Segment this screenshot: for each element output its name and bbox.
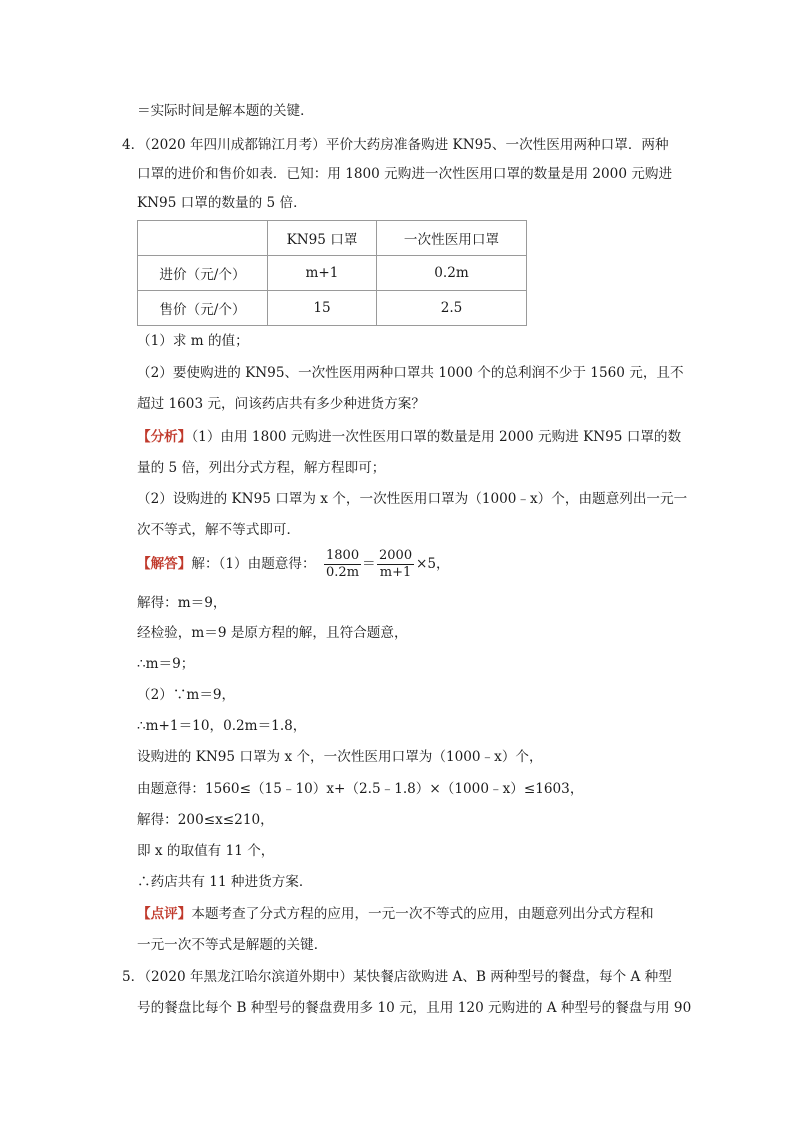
table-cell: 售价（元/个） <box>138 291 268 326</box>
text-line: ＝实际时间是解本题的关键． <box>137 103 314 119</box>
text-line: （1）求 m 的值； <box>137 333 249 349</box>
table-cell: 进价（元/个） <box>138 256 268 291</box>
text-line: 经检验，m＝9 是原方程的解，且符合题意， <box>137 625 408 641</box>
fraction-numerator: 2000 <box>379 548 413 563</box>
analysis-tag: 【分析】 <box>137 429 192 445</box>
table-row <box>138 256 527 291</box>
table-header-row <box>138 221 527 256</box>
text-line: 次不等式，解不等式即可． <box>137 522 301 538</box>
solution-tag: 【解答】 <box>137 556 192 572</box>
fraction-1800-over-0.2m <box>324 548 361 581</box>
text-line: 超过 1603 元，问该药店共有多少种进货方案？ <box>137 396 425 412</box>
table-cell <box>138 221 268 256</box>
table-cell: m+1 <box>268 256 377 291</box>
table-cell: 15 <box>268 291 377 326</box>
text-line: 口罩的进价和售价如表．已知：用 1800 元购进一次性医用口罩的数量是用 2000 元购进 <box>137 166 673 182</box>
text-line: 由题意得：1560≤（15﹣10）x+（2.5﹣1.8）×（1000﹣x）≤1603， <box>137 781 584 797</box>
table-cell: KN95 口罩 <box>268 221 377 256</box>
text-line: ∴m＝9； <box>137 656 195 672</box>
text-line: ∴药店共有 11 种进货方案． <box>137 874 313 890</box>
text-line: 量的 5 倍，列出分式方程，解方程即可； <box>137 460 386 476</box>
fraction-numerator: 1800 <box>326 548 360 563</box>
comment-tag: 【点评】 <box>137 906 192 922</box>
fraction-denominator: m+1 <box>379 565 412 580</box>
comment-line <box>137 904 654 924</box>
table-cell: 一次性医用口罩 <box>377 221 527 256</box>
solution-text: 解：（1）由题意得： <box>191 556 316 572</box>
fraction-2000-over-m+1 <box>377 548 414 581</box>
equals-sign: ＝ <box>362 556 376 572</box>
analysis-line <box>137 427 681 447</box>
text-line: 设购进的 KN95 口罩为 x 个，一次性医用口罩为（1000﹣x）个， <box>137 749 543 765</box>
text-line: 解得：200≤x≤210， <box>137 812 274 828</box>
table-row <box>138 291 527 326</box>
text-line: KN95 口罩的数量的 5 倍． <box>137 195 307 211</box>
price-table <box>137 220 527 326</box>
table-cell: 2.5 <box>377 291 527 326</box>
text-line: ∴m+1＝10，0.2m＝1.8， <box>137 718 307 734</box>
analysis-text: （1）由用 1800 元购进一次性医用口罩的数量是用 2000 元购进 KN95 口罩的数 <box>191 429 682 445</box>
table-cell: 0.2m <box>377 256 527 291</box>
comment-text: 本题考查了分式方程的应用，一元一次不等式的应用，由题意列出分式方程和 <box>191 906 654 922</box>
text-line: ×5， <box>416 556 450 572</box>
text-line: （2）设购进的 KN95 口罩为 x 个，一次性医用口罩为（1000﹣x）个，由题意列出一元一 <box>137 491 688 507</box>
solution-line <box>137 554 316 574</box>
text-line: 一元一次不等式是解题的关键． <box>137 937 328 953</box>
text-line: （2）要使购进的 KN95、一次性医用两种口罩共 1000 个的总利润不少于 1560 元，且不 <box>137 365 684 381</box>
question-5-line: 5．（2020 年黑龙江哈尔滨道外期中）某快餐店欲购进 A、B 两种型号的餐盘，每个 A 种型 <box>122 969 672 985</box>
fraction-denominator: 0.2m <box>326 565 360 580</box>
text-line: 即 x 的取值有 11 个， <box>137 843 275 859</box>
text-line: 号的餐盘比每个 B 种型号的餐盘费用多 10 元，且用 120 元购进的 A 种型号的餐盘与用 90 <box>137 1000 692 1016</box>
text-line: 解得：m＝9， <box>137 595 227 611</box>
text-line: （2）∵m＝9， <box>137 687 236 703</box>
question-4-line: 4．（2020 年四川成都锦江月考）平价大药房准备购进 KN95、一次性医用两种口罩．两种 <box>122 137 669 153</box>
